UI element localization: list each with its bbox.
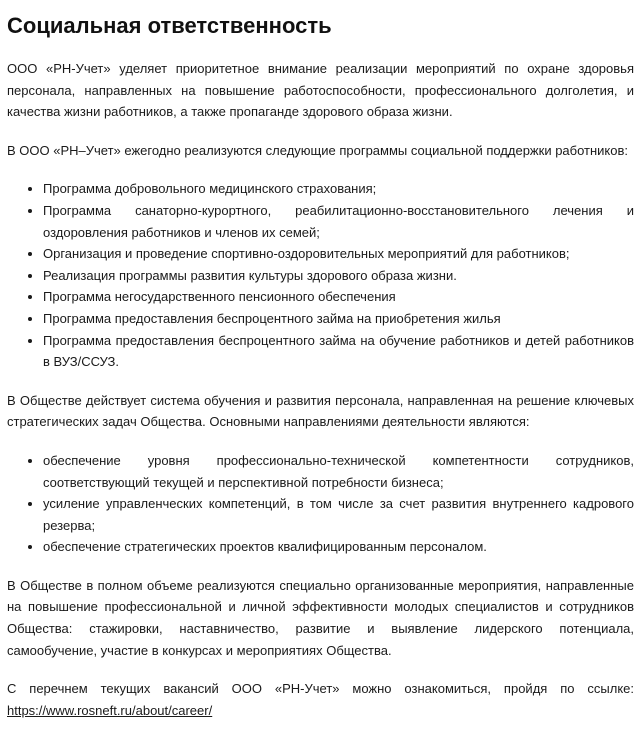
training-intro-paragraph: В Обществе действует система обучения и развития персонала, направленная на решение ключевых стратегических задач Общества. Основными направлениями деятельности являются:: [7, 392, 634, 430]
page-title: Социальная ответственность: [7, 13, 332, 38]
training-direction-item: • обеспечение стратегических проектов квалифицированным персоналом.: [43, 536, 634, 558]
program-item: • Программа предоставления беспроцентного займа на приобретения жилья: [43, 308, 634, 330]
program-item: • Программа добровольного медицинского страхования;: [43, 178, 634, 200]
programs-intro-paragraph: В ООО «РН–Учет» ежегодно реализуются следующие программы социальной поддержки работников:: [7, 142, 629, 158]
program-item: • Программа санаторно-курортного, реабилитационно-восстановительного лечения и оздоровления работников и членов их семей;: [43, 200, 634, 243]
career-link[interactable]: https://www.rosneft.ru/about/career/: [7, 702, 213, 718]
training-direction-item: • усиление управленческих компетенций, в том числе за счет развития внутреннего кадрового резерва;: [43, 493, 634, 536]
program-item: • Организация и проведение спортивно-оздоровительных мероприятий для работников;: [43, 243, 634, 265]
programs-list: [7, 178, 634, 372]
training-directions-list: [7, 450, 634, 558]
intro-paragraph: ООО «РН-Учет» уделяет приоритетное внимание реализации мероприятий по охране здоровья персонала, направленных на повышение работоспособности, профессионального долголетия, и качества жизни работников, а также пропаганде здорового образа жизни.: [7, 61, 634, 120]
vacancies-text: С перечнем текущих вакансий ООО «РН-Учет» можно ознакомиться, пройдя по ссылке:: [7, 681, 634, 697]
vacancies-paragraph: [7, 678, 634, 721]
training-direction-item: • обеспечение уровня профессионально-технической компетентности сотрудников, соответствующий текущей и перспективной потребности бизнеса;: [43, 450, 634, 493]
program-item: • Программа негосударственного пенсионного обеспечения: [43, 286, 634, 308]
events-paragraph: В Обществе в полном объеме реализуются специально организованные мероприятия, направленные на повышение профессиональной и личной эффективности молодых специалистов и сотрудников Общества: стажировки, наставничество, развитие и выявление лидерского потенциала, самообучение, участие в конкурсах и мероприятиях Общества.: [7, 577, 634, 658]
program-item: • Программа предоставления беспроцентного займа на обучение работников и детей работников в ВУЗ/ССУЗ.: [43, 330, 634, 373]
program-item: • Реализация программы развития культуры здорового образа жизни.: [43, 265, 634, 287]
